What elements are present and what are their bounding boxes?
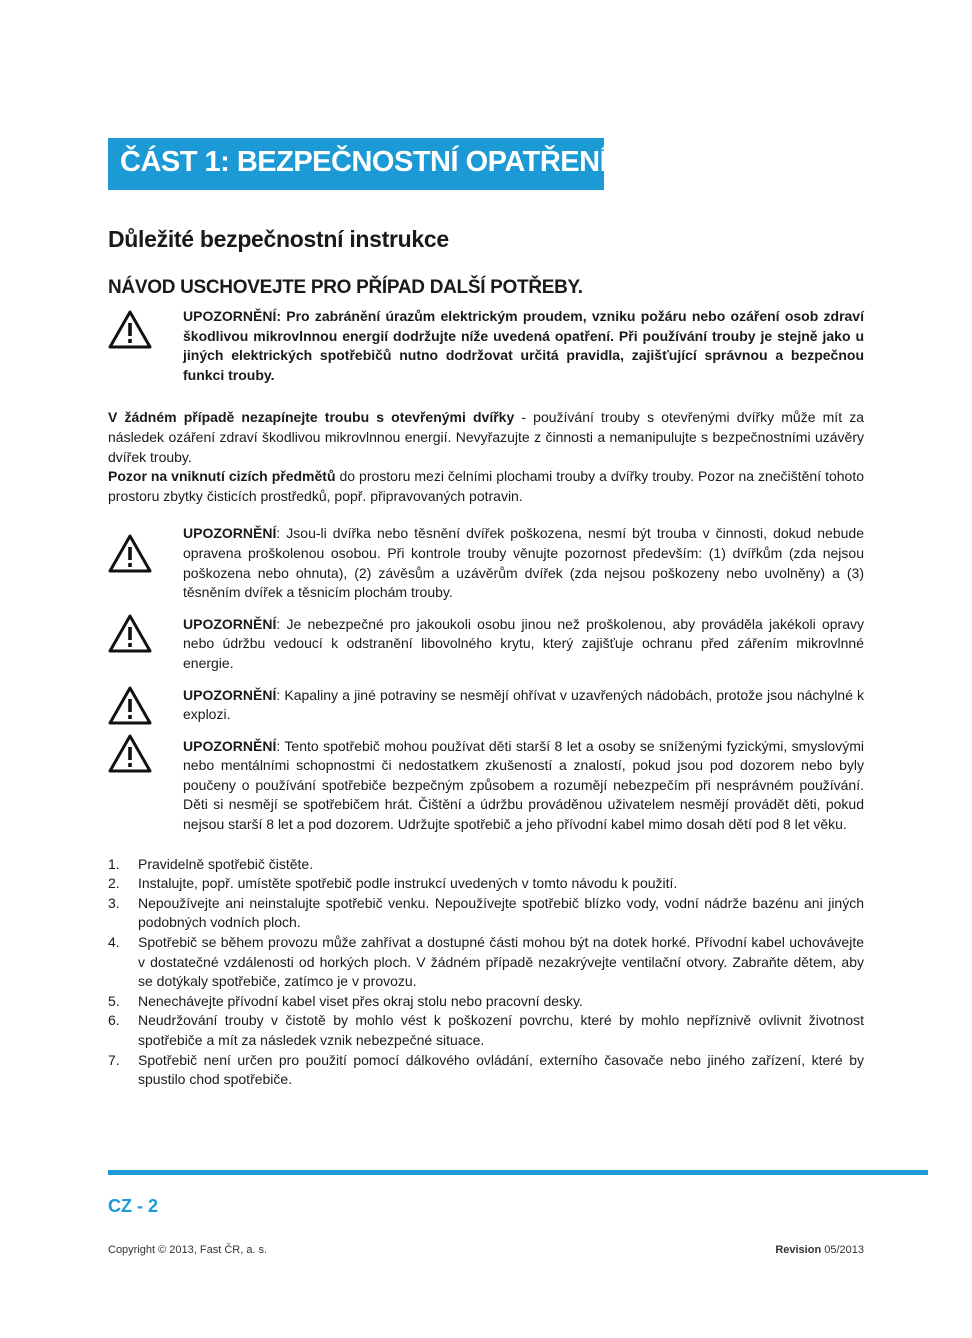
list-number: 3. (108, 894, 120, 911)
list-number: 1. (108, 855, 120, 872)
section-heading: Důležité bezpečnostní instrukce (108, 226, 449, 252)
warning-body: : Tento spotřebič mohou používat děti starší 8 let a osoby se sníženými fyzickými, smyslovými nebo mentálními schopnostmi či nedostatkem zkušeností a znalostí, pokud jsou pod dozorem nebo byly poučeny o používání spotřebiče bezpečným způsobem a rozumějí nebezpečím při nesprávném používání. Děti si nesmějí se spotřebičem hrát. Čištění a údržbu prováděnou uživatelem nesmějí provádět děti, pokud nejsou starší 8 let a pod dozorem. Udržujte spotřebič a jeho přívodní kabel mimo dosah dětí pod 8 let věku. (183, 737, 864, 833)
warning-body: : Jsou-li dvířka nebo těsnění dvířek poškozena, nesmí být trouba v činnosti, dokud nebude opravena proškolenou osobou. Při kontrole trouby věnujte pozornost především: (1) dvířkům (zda nejsou poškozena nebo ohnuta), (2) závěsům a uzávěrům dvířek (zda nejsou poškozeny nebo uvolněny) a (3) těsněním dvířek a těsnicím plochám trouby. (183, 525, 864, 601)
paragraph-objects-text: do prostoru mezi čelními plochami trouby a dvířky trouby. Pozor na znečištění tohoto prostoru zbytky čisticích prostředků, popř. připravovaných potravin. (108, 468, 864, 504)
list-text: Spotřebič se během provozu může zahřívat a dostupné části mohou být na dotek horké. Přívodní kabel uchovávejte v dostatečné vzdálenosti od horkých ploch. V žádném případě nezakrývejte ventilační otvory. Zabraňte dětem, aby se dotýkaly spotřebiče, zatímco je v provozu. (138, 934, 864, 990)
footer-rule (108, 1170, 928, 1175)
revision-label: Revision (775, 1244, 822, 1256)
warning-triangle-icon (108, 613, 152, 653)
list-item (108, 933, 864, 992)
list-item (108, 894, 864, 933)
warning-block (108, 737, 864, 835)
warning-text (183, 524, 864, 602)
section-banner: ČÁST 1: BEZPEČNOSTNÍ OPATŘENÍ (108, 138, 604, 190)
warning-block (108, 686, 864, 725)
revision-value: 05/2013 (821, 1244, 864, 1256)
warning-body: : Je nebezpečné pro jakoukoli osobu jinou než proškolenou, aby prováděla jakékoli opravy nebo údržbu vedoucí k odstranění libovolného krytu, který zajišťuje ochranu před zářením mikrovlnné energie. (183, 615, 864, 671)
copyright-text: Copyright © 2013, Fast ČR, a. s. (108, 1244, 268, 1256)
list-item (108, 1051, 864, 1090)
warning-text: UPOZORNĚNÍ: Pro zabránění úrazům elektrickým proudem, vzniku požáru nebo ozáření osob zdraví škodlivou mikrovlnnou energií dodržujte níže uvedená opatření. Při používání trouby je stejně jako u jiných elektrických spotřebičů nutno dodržovat určitá pravidla, zajišťující správnou a bezpečnou funkci trouby. (183, 308, 864, 383)
list-number: 4. (108, 934, 120, 951)
list-item (108, 992, 864, 1012)
paragraph-objects-bold: Pozor na vniknutí cizích předmětů (108, 468, 336, 485)
warning-triangle-icon (108, 309, 152, 349)
revision-text (775, 1244, 864, 1256)
content-body (108, 307, 864, 1090)
paragraph-door-text: - používání trouby s otevřenými dvířky může mít za následek ozáření zdraví škodlivou mikrovlnnou energií. Nevyřazujte z činnosti a nemanipulujte s bezpečnostními uzávěry dvířek trouby. (108, 409, 864, 465)
instructions-list (108, 855, 864, 1090)
list-number: 2. (108, 875, 120, 892)
list-text: Nepoužívejte ani neinstalujte spotřebič venku. Nepoužívejte spotřebič blízko vody, vodní nádrže bazénu ani jiných podobných vodních ploch. (138, 894, 864, 931)
warning-triangle-icon (108, 533, 152, 573)
warning-triangle-icon (108, 733, 152, 773)
warning-text (183, 686, 864, 725)
warning-text (183, 737, 864, 835)
paragraph-door-bold: V žádném případě nezapínejte troubu s otevřenými dvířky (108, 409, 515, 426)
warning-label: UPOZORNĚNÍ (183, 525, 277, 542)
list-text: Instalujte, popř. umístěte spotřebič podle instrukcí uvedených v tomto návodu k použití. (138, 875, 678, 892)
paragraph-objects (108, 467, 864, 506)
list-text: Pravidelně spotřebič čistěte. (138, 855, 314, 872)
warning-block (108, 524, 864, 602)
list-number: 7. (108, 1051, 120, 1068)
warning-text (183, 615, 864, 674)
warning-label: UPOZORNĚNÍ (183, 737, 277, 754)
list-number: 6. (108, 1012, 120, 1029)
list-text: Nenechávejte přívodní kabel viset přes okraj stolu nebo pracovní desky. (138, 992, 583, 1009)
warning-body: : Kapaliny a jiné potraviny se nesmějí ohřívat v uzavřených nádobách, protože jsou náchylné k explozi. (183, 686, 864, 723)
warning-triangle-icon (108, 685, 152, 725)
paragraph-door (108, 408, 864, 467)
warning-label: UPOZORNĚNÍ (183, 615, 277, 632)
warning-block (108, 307, 864, 385)
list-item (108, 874, 864, 894)
warning-block (108, 615, 864, 674)
page-number: CZ - 2 (108, 1196, 159, 1216)
section-subheading: NÁVOD USCHOVEJTE PRO PŘÍPAD DALŠÍ POTŘEBY. (108, 277, 583, 298)
list-number: 5. (108, 992, 120, 1009)
list-text: Neudržování trouby v čistotě by mohlo vést k poškození povrchu, které by mohlo nepříznivě ovlivnit životnost spotřebiče a mít za následek vznik nebezpečné situace. (138, 1012, 864, 1048)
list-item (108, 1011, 864, 1050)
list-text: Spotřebič není určen pro použití pomocí dálkového ovládání, externího časovače nebo jiného zařízení, které by spustilo chod spotřebiče. (138, 1051, 864, 1088)
list-item (108, 855, 864, 875)
warning-label: UPOZORNĚNÍ (183, 686, 277, 703)
